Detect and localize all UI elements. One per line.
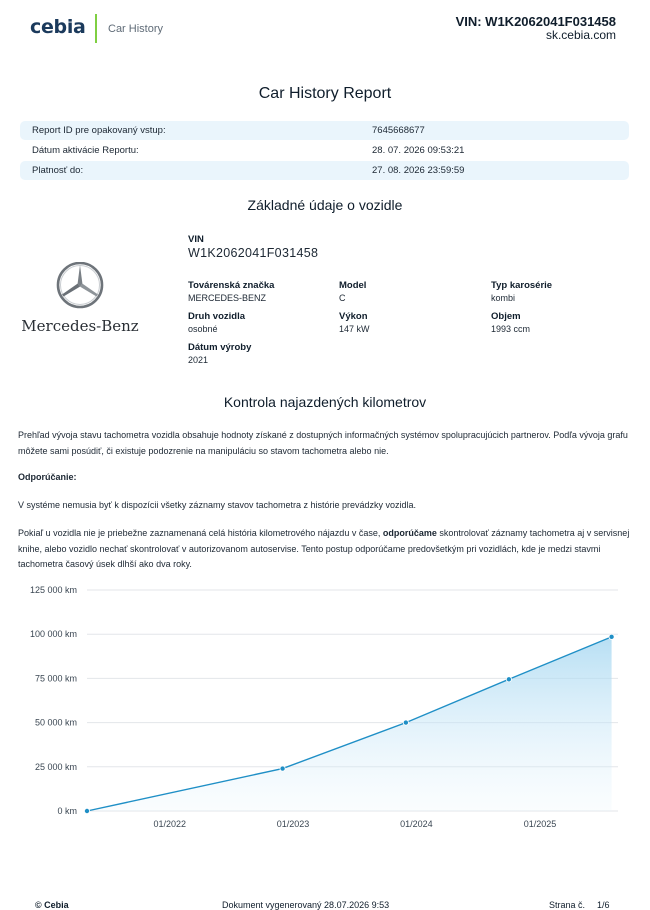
y-tick-label: 100 000 km: [29, 629, 77, 640]
x-tick-label: 01/2022: [153, 819, 187, 829]
spec-vehicle-kind: [188, 311, 245, 334]
spec-label: Továrenská značka: [188, 280, 275, 291]
info-value: 27. 08. 2026 23:59:59: [372, 165, 465, 176]
spec-brand: [188, 280, 274, 303]
info-value: 28. 07. 2026 09:53:21: [372, 145, 465, 156]
footer-page-number: 1/6: [597, 900, 610, 910]
recommendation-label: Odporúčanie:: [18, 472, 77, 482]
footer-copyright: © Cebia: [35, 900, 69, 910]
brand-name: Mercedes-Benz: [21, 317, 139, 335]
logo-divider: [95, 14, 97, 43]
info-row-report-id: [20, 121, 629, 140]
spec-power: [339, 311, 370, 334]
info-row-validity: [20, 161, 629, 180]
x-tick-label: 01/2025: [523, 819, 557, 829]
spec-value: 2021: [188, 355, 209, 365]
vehicle-section-title: Základné údaje o vozidle: [247, 197, 403, 213]
mileage-point: [84, 808, 89, 813]
spec-label: Objem: [491, 311, 521, 322]
y-tick-label: 125 000 km: [29, 585, 77, 595]
spec-label: Typ karosérie: [491, 280, 553, 291]
spec-value: osobné: [188, 324, 218, 334]
spec-label: Dátum výroby: [188, 342, 252, 353]
advice-text: skontrolovať záznamy tachometra aj v servisnej knihe, alebo vozidlo nechať skontrolovať v autorizovanom autoservise. Tento postup odporúčame predovšetkým pri vozidlách, kde je medzi stavmi tachometra časový úsek dlhší ako dva roky.: [18, 528, 630, 569]
spec-body-type: [491, 280, 552, 303]
spec-displacement: [491, 311, 530, 334]
mileage-advice: [18, 526, 632, 573]
spec-value: C: [339, 293, 346, 303]
y-tick-label: 25 000 km: [34, 761, 77, 772]
x-tick-label: 01/2023: [276, 819, 310, 829]
vin-value: W1K2062041F031458: [188, 246, 319, 260]
mileage-note: V systéme nemusia byť k dispozícii všetky záznamy stavov tachometra z histórie prevádzky vozidla.: [18, 500, 417, 510]
vin-label: VIN: [188, 234, 204, 245]
info-value: 7645668677: [372, 125, 425, 136]
info-row-activation: [20, 141, 629, 160]
mileage-chart: [0, 578, 650, 838]
mileage-point: [403, 720, 408, 725]
report-title: Car History Report: [258, 85, 392, 102]
cebia-logo: cebia: [30, 16, 86, 38]
spec-value: 147 kW: [339, 324, 370, 334]
advice-emphasis: odporúčame: [382, 528, 437, 538]
spec-model: [339, 280, 366, 303]
page-header: [0, 0, 650, 52]
mileage-section-title: Kontrola najazdených kilometrov: [223, 394, 427, 410]
mileage-point: [609, 634, 614, 639]
spec-value: 1993 ccm: [491, 324, 531, 334]
mileage-point: [506, 677, 511, 682]
header-vin: VIN: W1K2062041F031458: [455, 14, 616, 29]
y-tick-label: 50 000 km: [34, 717, 77, 728]
footer-generated: Dokument vygenerovaný 28.07.2026 9:53: [222, 900, 390, 910]
mileage-point: [280, 766, 285, 771]
x-tick-label: 01/2024: [400, 819, 433, 829]
spec-label: Výkon: [339, 311, 368, 322]
mileage-area: [87, 637, 612, 811]
logo-subtitle: Car History: [108, 23, 164, 35]
spec-production-year: [188, 342, 251, 365]
info-label: Report ID pre opakovaný vstup:: [32, 125, 166, 136]
spec-value: kombi: [491, 293, 516, 303]
mileage-intro: Prehľad vývoja stavu tachometra vozidla obsahuje hodnoty získané z dostupných informačných systémov spolupracujúcich partnerov. Podľa vývoja grafu môžete sami posúdiť, či existuje podozrenie na manipuláciu so stavom tachometra alebo nie.: [18, 430, 628, 456]
y-tick-label: 0 km: [57, 806, 77, 816]
spec-value: MERCEDES-BENZ: [188, 293, 267, 303]
spec-label: Model: [339, 280, 367, 291]
header-site: sk.cebia.com: [545, 28, 616, 42]
advice-text: Pokiaľ u vozidla nie je priebežne zaznamenaná celá história kilometrového nájazdu v čase,: [18, 528, 383, 538]
info-label: Dátum aktivácie Reportu:: [32, 145, 139, 156]
footer-page-label: Strana č.: [549, 900, 586, 910]
spec-label: Druh vozidla: [188, 311, 246, 322]
y-tick-label: 75 000 km: [34, 673, 77, 684]
info-label: Platnosť do:: [32, 165, 84, 176]
